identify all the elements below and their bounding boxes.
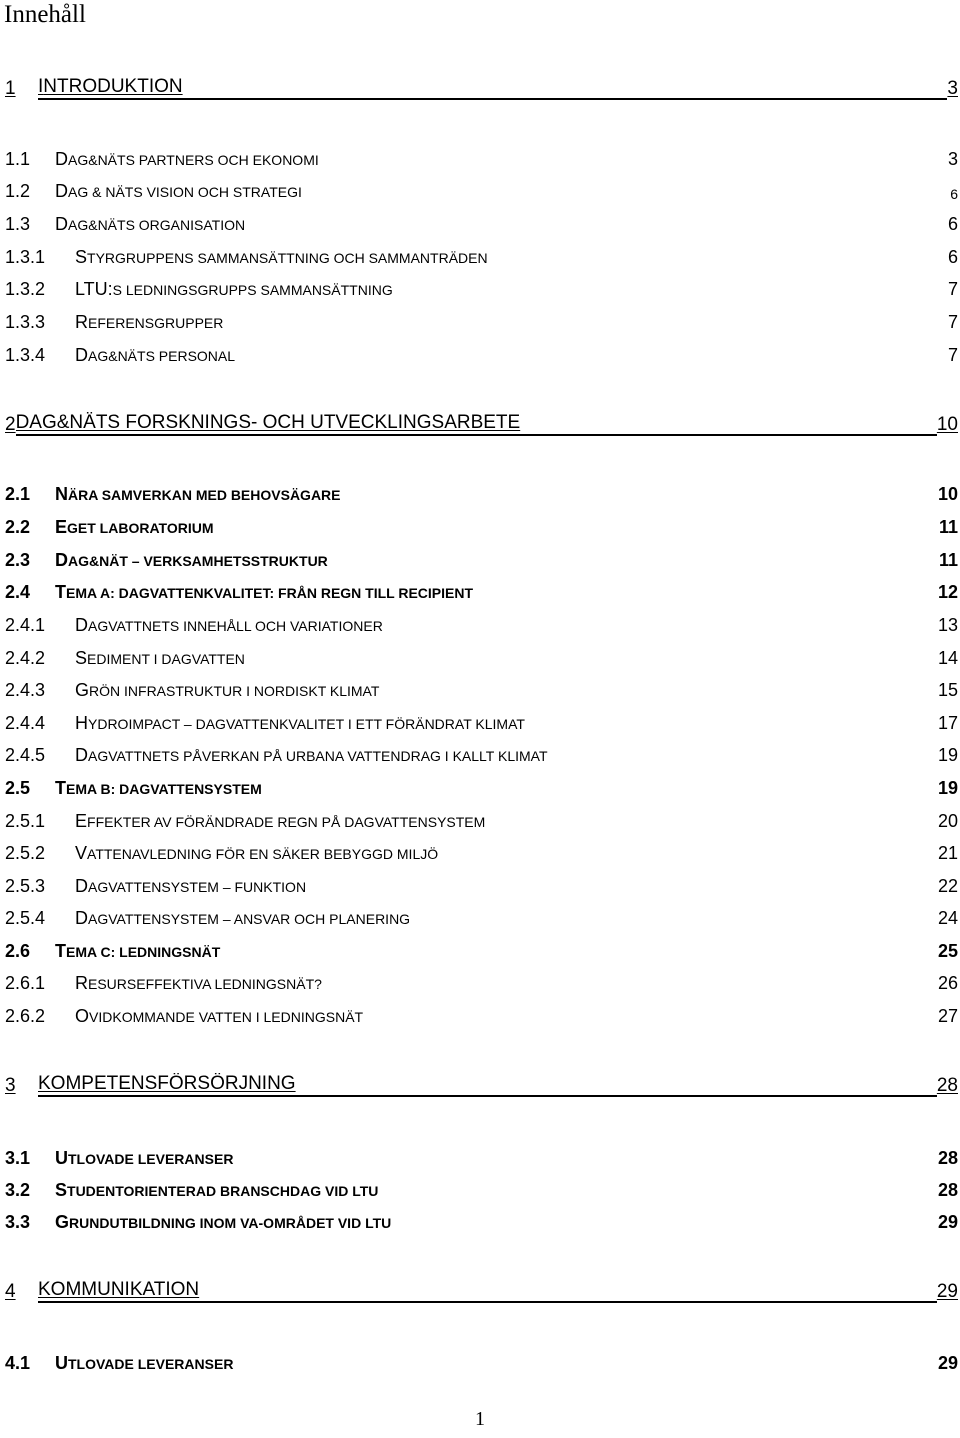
toc-entry-number: 2.4.3 [5,680,46,700]
toc-entry[interactable] [5,205,958,235]
toc-entry-number: 2.5.3 [5,876,46,896]
toc-entry-page: 28 [937,1148,958,1168]
toc-entry-page: 19 [937,778,958,798]
toc-entry[interactable] [5,140,958,170]
toc-entry-number: 2.4 [5,582,31,602]
toc-entry-title: DAG&NÄTS PERSONAL [75,345,236,365]
toc-entry-number: 2.6 [5,941,31,961]
toc-entry[interactable] [5,475,958,505]
toc-entry-page: 7 [947,279,958,299]
toc-entry-title: DAG&NÄTS PARTNERS OCH EKONOMI [55,149,319,169]
toc-entry[interactable] [5,406,958,436]
toc-entry-number: 4.1 [5,1353,31,1373]
toc-entry-title: HYDROIMPACT – DAGVATTENKVALITET I ETT FÖRÄNDRAT KLIMAT [75,713,525,733]
toc-entry-title: DAGVATTNETS PÅVERKAN PÅ URBANA VATTENDRAG I KALLT KLIMAT [75,745,548,765]
toc-entry-page: 28 [937,1180,958,1200]
toc-entry[interactable] [5,899,958,929]
toc-entry-page: 10 [936,414,958,435]
toc-entry-page: 14 [937,648,958,668]
toc-entry-page: 24 [937,908,958,928]
toc-entry-number: 3.1 [5,1148,31,1168]
toc-entry[interactable] [5,336,958,366]
toc-entry-number: 2.5.1 [5,811,46,831]
toc-entry[interactable] [5,1067,958,1097]
toc-entry-number: 2.6.1 [5,973,46,993]
toc-entry-page: 29 [937,1353,958,1373]
toc-entry-number: 1.3.4 [5,345,46,365]
toc-entry-number: 2.2 [5,517,31,537]
toc-entry-page: 3 [947,149,958,169]
toc-entry-title: UTLOVADE LEVERANSER [55,1353,234,1373]
toc-entry-number: 3.2 [5,1180,31,1200]
toc-entry-page: 22 [937,876,958,896]
toc-entry-title: TEMA C: LEDNINGSNÄT [55,941,221,961]
toc-entry-number: 2.5.2 [5,843,46,863]
toc-entry-title: DAG&NÄTS FORSKNINGS- OCH UTVECKLINGSARBETE [16,412,937,436]
toc-entry-number: 2.6.2 [5,1006,46,1026]
toc-entry-title: EFFEKTER AV FÖRÄNDRADE REGN PÅ DAGVATTENSYSTEM [75,811,486,831]
toc-entry-title: EGET LABORATORIUM [55,517,214,537]
toc-entry-number: 4 [5,1281,16,1302]
toc-entry[interactable] [5,508,958,538]
toc-entry[interactable] [5,238,958,268]
toc-entry-page: 6 [947,214,958,234]
toc-entry-title: TEMA B: DAGVATTENSYSTEM [55,778,262,798]
toc-entry-page: 13 [937,615,958,635]
toc-entry-number: 2.3 [5,550,31,570]
page-title: Innehåll [4,1,86,28]
toc-entry-page: 7 [947,312,958,332]
toc-entry-page: 17 [937,713,958,733]
toc-entry-number: 1.3.2 [5,279,46,299]
toc-entry-number: 3 [5,1075,16,1096]
toc-entry-number: 2.1 [5,484,31,504]
toc-entry[interactable] [5,1344,958,1374]
toc-entry-page: 11 [938,550,958,570]
toc-entry-page: 10 [937,484,958,504]
toc-entry-page: 27 [937,1006,958,1026]
toc-entry-number: 2.4.1 [5,615,46,635]
toc-entry-title: SEDIMENT I DAGVATTEN [75,648,245,668]
toc-entry-page: 12 [937,582,958,602]
toc-entry-page: 26 [937,973,958,993]
toc-entry[interactable] [5,964,958,994]
toc-entry-title: KOMMUNIKATION [38,1279,937,1303]
toc-entry[interactable] [5,867,958,897]
toc-entry[interactable] [5,671,958,701]
toc-entry-title: DAGVATTNETS INNEHÅLL OCH VARIATIONER [75,615,383,635]
toc-entry-number: 1.2 [5,181,31,201]
toc-entry[interactable] [5,704,958,734]
toc-entry[interactable] [5,573,958,603]
toc-entry-number: 2.4.5 [5,745,46,765]
toc-entry[interactable] [5,736,958,766]
toc-entry-title: STYRGRUPPENS SAMMANSÄTTNING OCH SAMMANTRÄDEN [75,247,488,267]
toc-entry-page: 29 [937,1212,958,1232]
toc-entry-page: 19 [937,745,958,765]
toc-entry[interactable] [5,1171,958,1201]
toc-entry-title: GRÖN INFRASTRUKTUR I NORDISKT KLIMAT [75,680,380,700]
toc-entry-number: 3.3 [5,1212,31,1232]
toc-entry-title: RESURSEFFEKTIVA LEDNINGSNÄT? [75,973,322,993]
toc-entry-title: STUDENTORIENTERAD BRANSCHDAG VID LTU [55,1180,379,1200]
toc-entry-number: 1.3.1 [5,247,46,267]
toc-entry-title: DAGVATTENSYSTEM – ANSVAR OCH PLANERING [75,908,411,928]
toc-entry-title: GRUNDUTBILDNING INOM VA-OMRÅDET VID LTU [55,1212,392,1232]
toc-entry-page: 25 [937,941,958,961]
toc-entry-title: DAGVATTENSYSTEM – FUNKTION [75,876,307,896]
toc-entry-page: 6 [950,186,958,202]
toc-entry[interactable] [5,606,958,636]
toc-entry-number: 2.4.4 [5,713,46,733]
toc-entry-page: 29 [936,1281,958,1302]
toc-entry[interactable] [5,834,958,864]
toc-entry-page: 3 [947,78,958,99]
toc-entry-title: LTU:S LEDNINGSGRUPPS SAMMANSÄTTNING [75,279,393,299]
toc-entry[interactable] [5,1203,958,1233]
toc-entry-title: REFERENSGRUPPER [75,312,224,332]
toc-entry[interactable] [5,997,958,1027]
toc-entry[interactable] [5,639,958,669]
toc-entry-title: VATTENAVLEDNING FÖR EN SÄKER BEBYGGD MILJÖ [75,843,439,863]
toc-entry-page: 28 [936,1075,958,1096]
toc-entry-title: DAG & NÄTS VISION OCH STRATEGI [55,181,302,201]
toc-entry-number: 2.5 [5,778,31,798]
toc-entry[interactable] [5,1139,958,1169]
toc-entry-page: 15 [937,680,958,700]
toc-entry[interactable] [5,270,958,300]
toc-entry-page: 21 [937,843,958,863]
toc-entry[interactable] [5,932,958,962]
toc-entry-title: TEMA A: DAGVATTENKVALITET: FRÅN REGN TILL RECIPIENT [55,582,474,602]
toc-entry[interactable] [5,541,958,571]
toc-entry-number: 1.1 [5,149,31,169]
toc-entry-title: NÄRA SAMVERKAN MED BEHOVSÄGARE [55,484,341,504]
toc-entry-number: 1.3.3 [5,312,46,332]
toc-entry[interactable] [5,769,958,799]
page-number: 1 [475,1408,485,1430]
toc-entry[interactable] [5,303,958,333]
toc-entry[interactable] [5,802,958,832]
toc-entry-number: 2.4.2 [5,648,46,668]
toc-entry-title: KOMPETENSFÖRSÖRJNING [38,1073,937,1097]
toc-entry-title: DAG&NÄT – VERKSAMHETSSTRUKTUR [55,550,328,570]
toc-entry[interactable] [5,172,958,202]
toc-entry-page: 7 [947,345,958,365]
toc-entry-number: 2 [5,414,16,435]
toc-entry-page: 20 [937,811,958,831]
toc-entry-title: INTRODUKTION [38,76,947,100]
toc-entry[interactable] [5,1273,958,1303]
toc-entry-title: DAG&NÄTS ORGANISATION [55,214,246,234]
toc-entry[interactable] [5,70,958,100]
toc-entry-number: 1 [5,78,16,99]
toc-entry-number: 2.5.4 [5,908,46,928]
toc-entry-title: UTLOVADE LEVERANSER [55,1148,234,1168]
toc-entry-number: 1.3 [5,214,31,234]
toc-entry-page: 6 [947,247,958,267]
toc-entry-page: 11 [938,517,958,537]
toc-entry-title: OVIDKOMMANDE VATTEN I LEDNINGSNÄT [75,1006,364,1026]
